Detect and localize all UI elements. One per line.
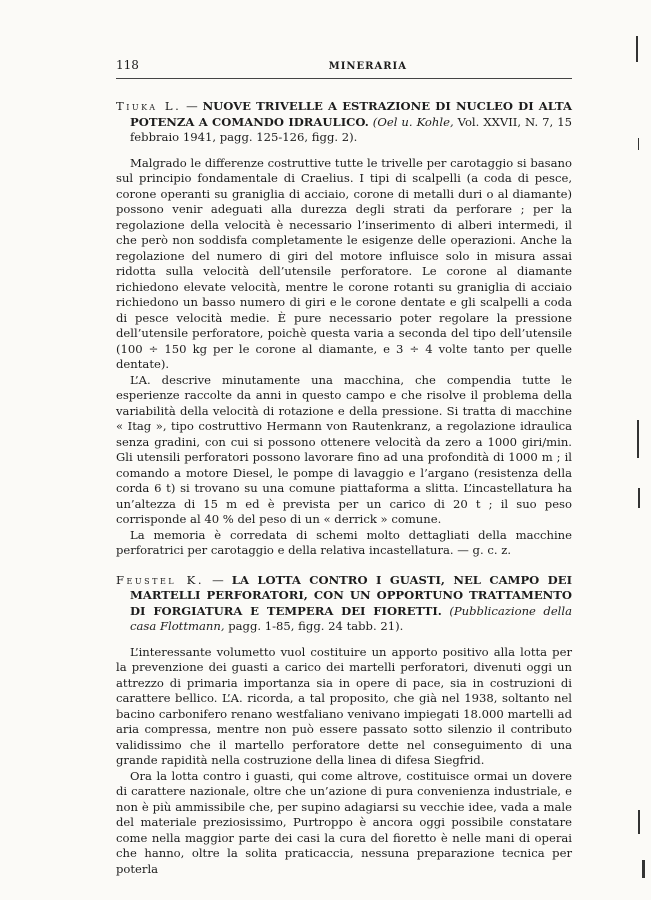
margin-mark	[638, 488, 640, 508]
page-number: 118	[116, 58, 139, 72]
article-heading	[116, 99, 572, 146]
paragraph: La memoria è corredata di schemi molto dettagliati della macchine perforatrici per carotaggio e della relativa incastellatura. — g. c. z.	[116, 527, 572, 557]
citation-source: (Pubblicazione della casa Flottmann,	[130, 603, 573, 633]
article-heading	[116, 573, 572, 635]
margin-mark	[638, 138, 639, 150]
article-author: Feustel K.	[116, 572, 205, 587]
article-2	[116, 573, 572, 878]
page	[116, 58, 572, 877]
heading-dash: —	[181, 99, 203, 113]
citation-source: (Oel u. Kohle,	[368, 114, 454, 129]
paragraph: L’A. descrive minutamente una macchina, che compendia tutte le esperienze raccolte da anni in questo campo e che risolve il problema della variabilità della velocità di rotazione e della pressione. Si tratta di macchine « Itag », tipo costruttivo Hermann von Rautenkranz, a regolazione idraulica senza gradini, con cui si possono ottenere velocità da zero a 1000 giri/min. Gli utensili perforatori possono lavorare fino ad una profondità di 1000 m ; il comando a motore Diesel, le pompe di lavaggio e l’argano (resistenza della corda 6 t) si trovano su una comune piattaforma a slitta. L’incastellatura ha un’altezza di 15 m ed è prevista per un carico di 20 t ; il suo peso corrisponde al 40 % del peso di un « derrick » comune.	[116, 372, 572, 526]
heading-dash: —	[204, 572, 232, 587]
paragraph: L’interessante volumetto vuol costituire un apporto positivo alla lotta per la prevenzione dei guasti a carico dei martelli perforatori, divenuti oggi un attrezzo di primaria importanza sia in opere di pace, sia in costruzioni di carattere bellico. L’A. ricorda, a tal proposito, che già nel 1938, soltanto nel bacino carbonifero renano westfaliano venivano impiegati 18.000 martelli ad aria compressa, mentre non può essere passato sotto silenzio il contributo validissimo che il martello perforatore dette nel conseguimento di una grande rapidità nella costruzione della linea di difesa Siegfrid.	[116, 644, 572, 767]
paragraph: Malgrado le differenze costruttive tutte le trivelle per carotaggio si basano sul principio fondamentale di Craelius. I tipi di scalpelli (a coda di pesce, corone operanti su graniglia di acciaio, corone di metalli duri o al diamante) possono venir adeguati alla durezza degli strati da perforare ; per la regolazione della velocità è necessario l’inserimento di alberi intermedi, il che però non soddisfa completamente le esigenze delle operazioni. Anche la regolazione del numero di giri del motore influisce solo in misura assai ridotta sulla velocità dell’utensile perforatore. Le corone al diamante richiedono elevate velocità, mentre le corone rotanti su graniglia di acciaio richiedono un basso numero di giri e le corone dentate e gli scalpelli a coda di pesce velocità medie. È pure necessario poter regolare la pressione dell’utensile perforatore, poichè questa varia a seconda del tipo dell’utensile (100 ÷ 150 kg per le corone al diamante, e 3 ÷ 4 volte tanto per quelle dentate).	[116, 155, 572, 371]
margin-mark	[636, 36, 638, 62]
article-title: NUOVE TRIVELLE A ESTRAZIONE DI NUCLEO DI ALTA POTENZA A COMANDO IDRAULICO.	[130, 99, 572, 129]
margin-mark	[638, 810, 640, 834]
magazine-name: MINERARIA	[328, 61, 407, 72]
citation-details: pagg. 1-85, figg. 24 tabb. 21).	[224, 619, 404, 633]
citation-details: Vol. XXVII, N. 7, 15 febbraio 1941, pagg. 125-126, figg. 2).	[130, 114, 572, 144]
article-1	[116, 99, 572, 559]
margin-mark	[642, 860, 645, 878]
article-author: Tiuka L.	[116, 99, 182, 113]
paragraph: Ora la lotta contro i guasti, qui come altrove, costituisce ormai un dovere di carattere nazionale, oltre che un’azione di pura convenienza industriale, e non è più ammissibile che, per supino adagiarsi su vecchie idee, vada a male del materiale preziosissimo, Purtroppo è ancora oggi possibile constatare come nella maggior parte dei casi la cura del fioretto è nelle mani di operai che hanno, oltre la solita praticaccia, nessuna preparazione tecnica per poterla	[116, 768, 572, 876]
page-header	[116, 58, 572, 79]
margin-mark	[637, 420, 639, 458]
article-title: LA LOTTA CONTRO I GUASTI, NEL CAMPO DEI MARTELLI PERFORATORI, CON UN OPPORTUNO TRATTAMENTO DI FORGIATURA E TEMPERA DEI FIORETTI.	[130, 572, 573, 618]
